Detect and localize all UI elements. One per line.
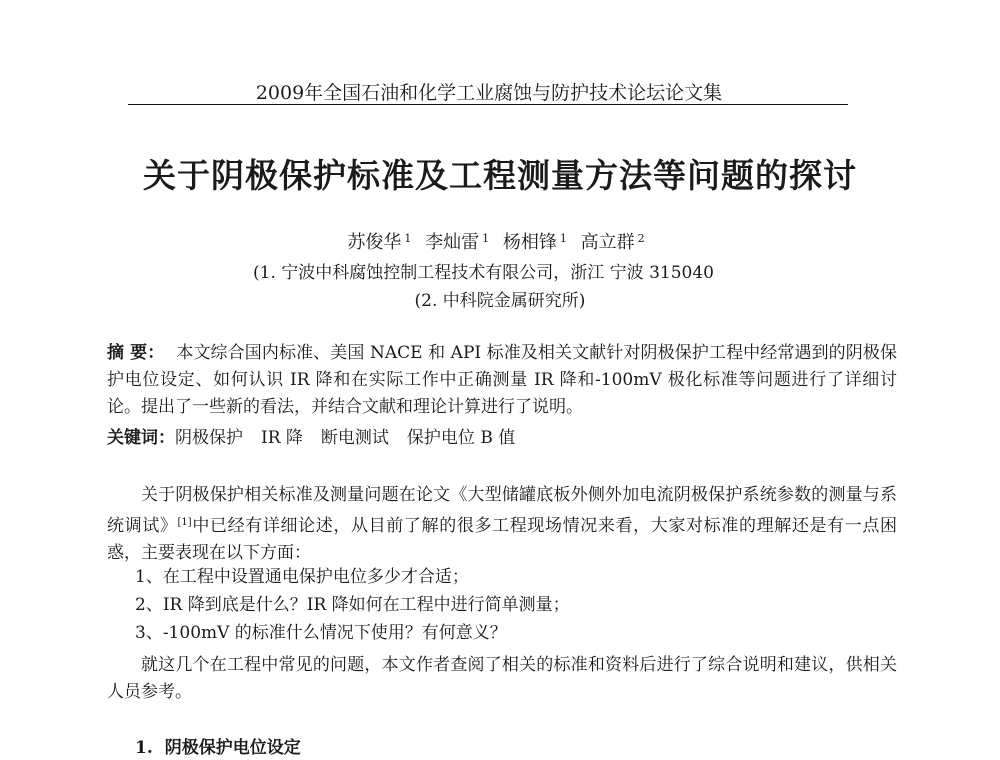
author-affiliation-mark: 1 (404, 232, 412, 245)
keyword-item: 断电测试 (320, 428, 389, 448)
section-number: 1. (135, 738, 153, 758)
author-name: 苏俊华 (347, 232, 402, 253)
section-heading (135, 733, 301, 758)
author-affiliation-mark: 1 (559, 232, 567, 245)
intro-paragraph (107, 482, 897, 567)
keywords-label: 关键词： (107, 428, 175, 448)
keyword-item: 阴极保护 (175, 428, 243, 448)
author-list (0, 228, 1000, 254)
abstract (107, 340, 897, 421)
closing-paragraph: 就这几个在工程中常见的问题，本文作者查阅了相关的标准和资料后进行了综合说明和建议，供相关人员参考。 (107, 655, 897, 702)
affiliation-2: (2. 中科院金属研究所) (414, 291, 586, 311)
section-title: 阴极保护电位设定 (164, 738, 301, 758)
abstract-label: 摘 要： (107, 343, 165, 363)
paper-title: 关于阴极保护标准及工程测量方法等问题的探讨 (143, 156, 857, 195)
running-header: 2009年全国石油和化学工业腐蚀与防护技术论坛论文集 (255, 82, 723, 104)
citation-ref: [1] (177, 517, 192, 528)
intro-text-1: 关于阴极保护相关标准及测量问题在论文《大型储罐底板外侧外加电流阴极保护系统参数的测量与系统调试》 (107, 485, 897, 536)
intro-text-2: 中已经有详细论述，从目前了解的很多工程现场情况来看，大家对标准的理解还是有一点困惑，主要表现在以下方面： (107, 516, 897, 563)
question-item: 2、IR 降到底是什么？IR 降如何在工程中进行简单测量； (135, 595, 570, 615)
keyword-item: IR 降 (261, 428, 303, 448)
keyword-item: 保护电位 B 值 (406, 428, 516, 448)
question-item: 3、-100mV 的标准什么情况下使用？有何意义？ (135, 623, 507, 643)
author-name: 李灿雷 (425, 232, 480, 253)
question-item: 1、在工程中设置通电保护电位多少才合适； (135, 567, 469, 587)
question-list (135, 563, 895, 647)
author-affiliation-mark: 1 (482, 232, 490, 245)
header-divider (128, 104, 848, 105)
keywords (107, 425, 897, 452)
author-name: 高立群 (580, 232, 635, 253)
author-affiliation-mark: 2 (637, 232, 645, 245)
affiliation-1: (1. 宁波中科腐蚀控制工程技术有限公司，浙江 宁波 315040 (253, 263, 714, 283)
abstract-text: 本文综合国内标准、美国 NACE 和 API 标准及相关文献针对阴极保护工程中经常遇到的阴极保护电位设定、如何认识 IR 降和在实际工作中正确测量 IR 降和-100mV 极化标准等问题进行了详细讨论。提出了一些新的看法，并结合文献和理论计算进行了说明。 (107, 343, 897, 417)
author-name: 杨相锋 (502, 232, 557, 253)
